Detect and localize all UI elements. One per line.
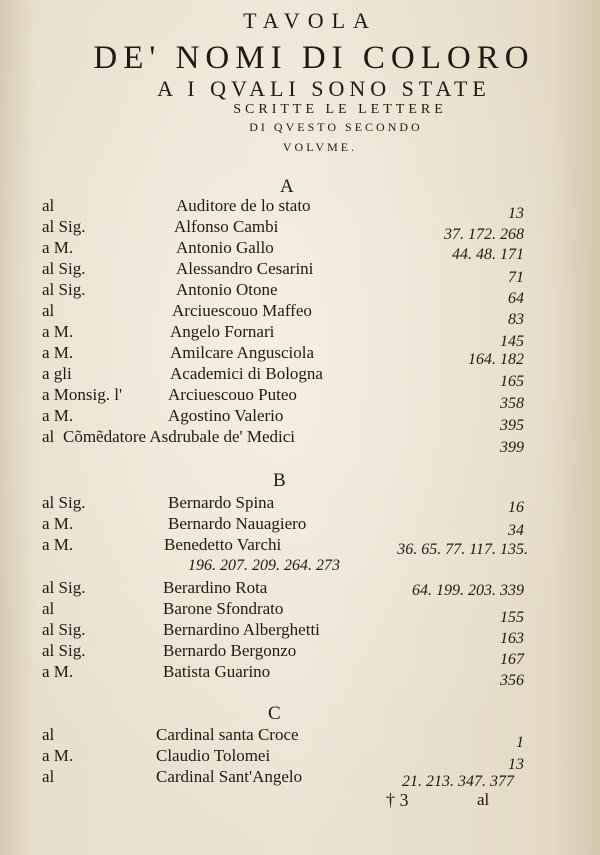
entry-prefix: al Sig. [42, 280, 86, 299]
entry-pages: 395 [500, 417, 524, 434]
entry-prefix: al [42, 599, 55, 618]
entry-pages: 83 [508, 311, 524, 328]
index-entry [0, 641, 600, 668]
title-line-3: A I QVALI SONO STATE [157, 76, 491, 101]
title-line-2: DE' NOMI DI COLORO [93, 40, 535, 76]
index-entry [0, 725, 600, 751]
entry-prefix: a M. [42, 535, 74, 554]
entry-prefix: al [42, 725, 55, 744]
entry-pages: 167 [500, 651, 524, 668]
catchword: al [477, 790, 490, 809]
entry-prefix: al [42, 196, 55, 215]
entry-pages: 358 [500, 395, 524, 412]
entry-prefix: a M. [42, 322, 74, 341]
signature-mark: † 3 [386, 790, 409, 810]
entry-prefix: a M. [42, 238, 74, 257]
entry-prefix: al Sig. [42, 620, 86, 639]
entry-pages: 37. 172. 268 [444, 226, 524, 243]
entry-pages: 34 [508, 522, 524, 539]
entry-name: Bernardo Spina [168, 493, 275, 512]
entry-pages: 36. 65. 77. 117. 135. [397, 541, 528, 558]
entry-prefix: al [42, 767, 55, 786]
section-letter-a: A [280, 176, 294, 197]
index-entry [0, 217, 600, 243]
entry-name: Antonio Gallo [176, 238, 274, 257]
index-entry [0, 578, 600, 600]
entry-name: Barone Sfondrato [163, 599, 284, 618]
index-entry [0, 238, 600, 263]
title-line-5: DI QVESTO SECONDO [249, 120, 423, 134]
entry-pages: 71 [508, 269, 524, 286]
entry-prefix: al Sig. [42, 259, 86, 278]
entry-name: Bernardino Alberghetti [163, 620, 320, 639]
title-line-4: SCRITTE LE LETTERE [233, 102, 447, 117]
entry-prefix: a Monsig. l' [42, 385, 123, 404]
entry-prefix: a M. [42, 662, 74, 681]
entry-pages: 64. 199. 203. 339 [412, 582, 524, 599]
entry-prefix: a M. [42, 514, 74, 533]
entry-pages: 64 [508, 290, 524, 307]
entry-pages: 155 [500, 609, 524, 626]
entry-name: Cardinal Sant'Angelo [156, 767, 303, 786]
entry-name: Antonio Otone [176, 280, 278, 299]
section-letter-b: B [273, 470, 286, 491]
entry-prefix: al Sig. [42, 641, 86, 660]
index-entry [0, 514, 600, 539]
entry-name: Cõmẽdatore Asdrubale de' Medici [63, 427, 296, 446]
entry-pages: 13 [508, 205, 524, 222]
entry-name: Berardino Rota [163, 578, 268, 597]
entry-prefix: a M. [42, 746, 74, 765]
entry-name: Bernardo Nauagiero [168, 514, 307, 533]
entry-pages: 13 [508, 756, 524, 773]
index-entry [0, 322, 600, 350]
entry-pages: 163 [500, 630, 524, 647]
index-entry [0, 535, 600, 557]
entry-prefix: al Sig. [42, 493, 86, 512]
entry-prefix: a M. [42, 406, 74, 425]
entry-name: Arciuescouo Puteo [168, 385, 297, 404]
index-entry-continuation [0, 557, 600, 579]
index-entry [0, 364, 600, 390]
entry-name: Agostino Valerio [168, 406, 284, 425]
entry-pages: 356 [500, 672, 524, 689]
entry-name: Bernardo Bergonzo [163, 641, 297, 660]
index-entry [0, 259, 600, 286]
entry-pages: 44. 48. 171 [452, 246, 524, 263]
entry-name: Alessandro Cesarini [176, 259, 314, 278]
entry-pages: 145 [500, 333, 524, 350]
entry-prefix: al [42, 301, 55, 320]
index-entry [0, 280, 600, 307]
entry-prefix: al [42, 427, 55, 446]
entry-pages: 1 [516, 734, 524, 751]
entry-name: Amilcare Angusciola [170, 343, 314, 362]
section-letter-c: C [268, 703, 281, 724]
entry-prefix: a gli [42, 364, 72, 383]
entry-pages: 21. 213. 347. 377 [402, 773, 514, 790]
index-entry [0, 343, 600, 368]
entry-pages: 399 [500, 439, 524, 456]
entry-name: Batista Guarino [163, 662, 271, 681]
entry-pages: 164. 182 [468, 351, 524, 368]
index-entry [0, 301, 600, 328]
entry-prefix: al Sig. [42, 217, 86, 236]
entry-name: Alfonso Cambi [174, 217, 279, 236]
index-entry [0, 662, 600, 689]
entry-name: Academici di Bologna [170, 364, 323, 383]
index-entry [0, 406, 600, 434]
entry-name: Arciuescouo Maffeo [172, 301, 312, 320]
index-entry [0, 427, 600, 456]
title-line-1: TAVOLA [243, 8, 377, 33]
index-entry [0, 385, 600, 412]
entry-pages: 165 [500, 373, 524, 390]
entry-name: Benedetto Varchi [164, 535, 282, 554]
entry-prefix: al Sig. [42, 578, 86, 597]
entry-pages-continuation: 196. 207. 209. 264. 273 [188, 557, 340, 574]
index-entry [0, 620, 600, 647]
index-entry [0, 493, 600, 515]
index-entry [0, 767, 600, 789]
entry-name: Claudio Tolomei [156, 746, 271, 765]
entry-prefix: a M. [42, 343, 74, 362]
index-entry [0, 599, 600, 626]
title-line-6: VOLVME. [282, 140, 358, 154]
entry-pages: 16 [508, 499, 524, 516]
entry-name: Cardinal santa Croce [156, 725, 299, 744]
index-entry [0, 196, 600, 222]
entry-name: Angelo Fornari [170, 322, 275, 341]
entry-name: Auditore de lo stato [176, 196, 311, 215]
index-entry [0, 746, 600, 773]
